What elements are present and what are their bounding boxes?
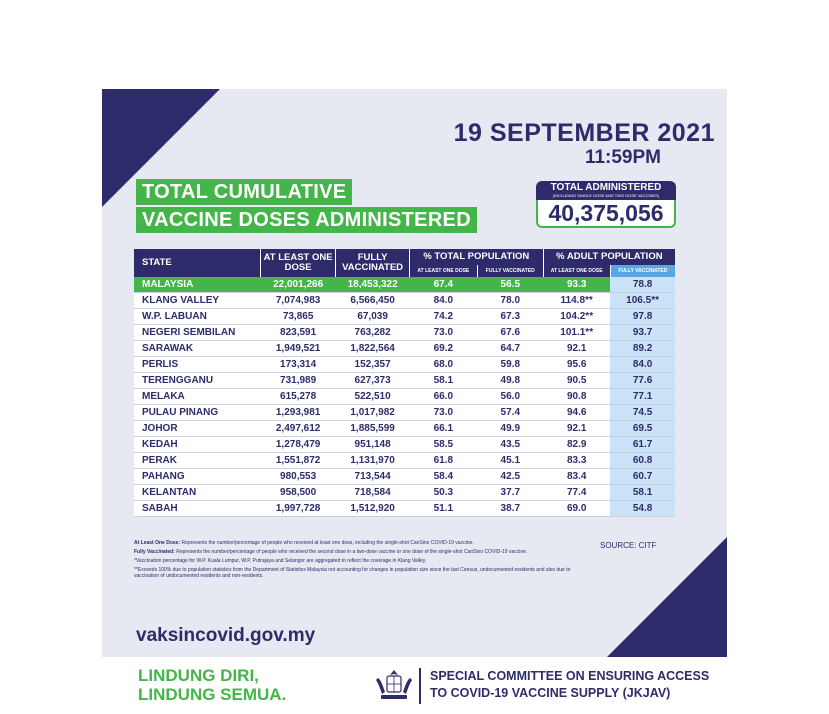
state-name: PAHANG [134,469,260,485]
pct-adult-at-least: 83.3 [543,453,610,469]
pct-adult-fully: 93.7 [610,325,675,341]
date-block [454,119,715,169]
at-least-one-dose: 958,500 [260,485,336,501]
note-at-least-label: At Least One Dose: [134,540,181,546]
fully-vaccinated: 627,373 [336,373,409,389]
pct-adult-fully: 97.8 [610,309,675,325]
pct-adult-at-least: 83.4 [543,469,610,485]
header-pct-adult-population: % ADULT POPULATION [543,249,675,265]
footnotes [134,540,584,582]
pct-adult-at-least: 101.1** [543,325,610,341]
pct-adult-fully: 58.1 [610,485,675,501]
state-name: KLANG VALLEY [134,293,260,309]
fully-vaccinated: 67,039 [336,309,409,325]
subheader-adult-fully: FULLY VACCINATED [610,265,675,277]
total-administered-label: TOTAL ADMINISTERED [550,182,662,193]
state-name: MALAYSIA [134,277,260,293]
source-label: SOURCE: CITF [600,541,657,550]
committee-line-2: TO COVID-19 VACCINE SUPPLY (JKJAV) [430,686,671,700]
pct-total-fully: 57.4 [477,405,543,421]
at-least-one-dose: 173,314 [260,357,336,373]
pct-total-at-least: 68.0 [409,357,477,373]
state-name: KEDAH [134,437,260,453]
vaccination-table [134,249,675,517]
pct-adult-at-least: 93.3 [543,277,610,293]
pct-adult-fully: 60.8 [610,453,675,469]
table-row [134,469,675,485]
at-least-one-dose: 615,278 [260,389,336,405]
total-administered-value: 40,375,056 [536,200,676,228]
at-least-one-dose: 980,553 [260,469,336,485]
state-name: SABAH [134,501,260,517]
pct-adult-at-least: 69.0 [543,501,610,517]
pct-total-fully: 37.7 [477,485,543,501]
report-date: 19 SEPTEMBER 2021 [453,119,715,147]
pct-adult-at-least: 92.1 [543,341,610,357]
table-row [134,357,675,373]
state-name: KELANTAN [134,485,260,501]
pct-total-fully: 49.8 [477,373,543,389]
note-aggregation: *Vaccination percentage for W.P. Kuala Lumpur, W.P. Putrajaya and Selangor are aggregated to reflect the coverage in Klang Valley. [134,558,427,564]
at-least-one-dose: 731,989 [260,373,336,389]
pct-total-fully: 56.0 [477,389,543,405]
note-at-least-text: Represents the number/percentage of people who received at least one dose, including the single-shot CanSino COVID-19 vaccine. [181,540,474,546]
at-least-one-dose: 7,074,983 [260,293,336,309]
state-name: W.P. LABUAN [134,309,260,325]
pct-total-fully: 64.7 [477,341,543,357]
table-row [134,309,675,325]
pct-adult-fully: 69.5 [610,421,675,437]
slogan [138,666,286,704]
note-fully-vaccinated [134,549,584,555]
subheader-adult-at-least: AT LEAST ONE DOSE [543,265,610,277]
table-row [134,389,675,405]
pct-total-fully: 42.5 [477,469,543,485]
subheader-total-fully: FULLY VACCINATED [477,265,543,277]
pct-adult-fully: 77.6 [610,373,675,389]
note-at-least-one-dose [134,540,584,546]
table-row [134,325,675,341]
slogan-line-2: LINDUNG SEMUA. [138,685,287,704]
state-name: TERENGGANU [134,373,260,389]
pct-adult-fully: 77.1 [610,389,675,405]
infographic-card [102,89,727,657]
table-row [134,453,675,469]
total-administered-sublabel: (INCLUDING SINGLE DOSE AND TWO DOSE VACCINES) [552,193,660,198]
pct-total-fully: 59.8 [477,357,543,373]
at-least-one-dose: 1,278,479 [260,437,336,453]
table-row [134,405,675,421]
slogan-line-1: LINDUNG DIRI, [138,666,259,685]
pct-adult-fully: 84.0 [610,357,675,373]
pct-adult-at-least: 90.8 [543,389,610,405]
fully-vaccinated: 1,131,970 [336,453,409,469]
at-least-one-dose: 1,949,521 [260,341,336,357]
total-administered-box [536,181,676,228]
at-least-one-dose: 2,497,612 [260,421,336,437]
report-time: 11:59PM [584,147,661,168]
pct-total-fully: 67.6 [477,325,543,341]
pct-total-at-least: 69.2 [409,341,477,357]
header-at-least-one-dose: AT LEAST ONE DOSE [260,249,336,277]
pct-adult-at-least: 82.9 [543,437,610,453]
at-least-one-dose: 823,591 [260,325,336,341]
state-name: JOHOR [134,421,260,437]
pct-total-at-least: 58.4 [409,469,477,485]
pct-total-at-least: 67.4 [409,277,477,293]
pct-adult-fully: 74.5 [610,405,675,421]
pct-total-at-least: 51.1 [409,501,477,517]
fully-vaccinated: 951,148 [336,437,409,453]
state-name: SARAWAK [134,341,260,357]
title-line-1: TOTAL CUMULATIVE [136,179,352,205]
pct-total-at-least: 66.0 [409,389,477,405]
table-row [134,277,675,293]
pct-adult-at-least: 92.1 [543,421,610,437]
pct-adult-at-least: 77.4 [543,485,610,501]
pct-adult-fully: 54.8 [610,501,675,517]
header-state: STATE [134,249,260,277]
pct-adult-fully: 61.7 [610,437,675,453]
pct-total-at-least: 73.0 [409,405,477,421]
fully-vaccinated: 763,282 [336,325,409,341]
fully-vaccinated: 522,510 [336,389,409,405]
header-pct-total-population: % TOTAL POPULATION [409,249,543,265]
malaysia-crest-icon [372,668,416,702]
state-name: MELAKA [134,389,260,405]
committee-name [430,668,709,702]
state-name: PERAK [134,453,260,469]
table-body [134,277,675,517]
pct-total-at-least: 58.5 [409,437,477,453]
at-least-one-dose: 1,293,981 [260,405,336,421]
table-row [134,437,675,453]
footer-divider [419,668,421,704]
website-url[interactable]: vaksincovid.gov.my [136,625,316,646]
title-line-2: VACCINE DOSES ADMINISTERED [136,207,477,233]
fully-vaccinated: 18,453,322 [336,277,409,293]
pct-total-at-least: 58.1 [409,373,477,389]
fully-vaccinated: 152,357 [336,357,409,373]
pct-adult-fully: 89.2 [610,341,675,357]
table-row [134,421,675,437]
state-name: PULAU PINANG [134,405,260,421]
pct-adult-at-least: 104.2** [543,309,610,325]
fully-vaccinated: 1,512,920 [336,501,409,517]
committee-line-1: SPECIAL COMMITTEE ON ENSURING ACCESS [430,669,710,683]
at-least-one-dose: 22,001,266 [260,277,336,293]
state-name: PERLIS [134,357,260,373]
pct-adult-fully: 78.8 [610,277,675,293]
table-row [134,341,675,357]
pct-total-fully: 49.9 [477,421,543,437]
fully-vaccinated: 6,566,450 [336,293,409,309]
total-administered-header [536,181,676,200]
table-row [134,293,675,309]
subheader-total-at-least: AT LEAST ONE DOSE [409,265,477,277]
fully-vaccinated: 1,017,982 [336,405,409,421]
pct-total-at-least: 66.1 [409,421,477,437]
state-name: NEGERI SEMBILAN [134,325,260,341]
at-least-one-dose: 1,551,872 [260,453,336,469]
corner-triangle-bottom-right [607,537,727,657]
pct-adult-at-least: 114.8** [543,293,610,309]
table-row [134,501,675,517]
header-fully-vaccinated: FULLY VACCINATED [336,249,409,277]
pct-total-at-least: 74.2 [409,309,477,325]
fully-vaccinated: 1,885,599 [336,421,409,437]
pct-total-at-least: 50.3 [409,485,477,501]
pct-total-at-least: 61.8 [409,453,477,469]
pct-total-fully: 78.0 [477,293,543,309]
table-row [134,485,675,501]
pct-adult-fully: 60.7 [610,469,675,485]
note-fully-text: Represents the number/percentage of people who received the second dose in a two-dose vaccine or one dose of the single-shot CanSino COVID-19 vaccine. [176,549,528,555]
fully-vaccinated: 713,544 [336,469,409,485]
at-least-one-dose: 1,997,728 [260,501,336,517]
fully-vaccinated: 1,822,564 [336,341,409,357]
pct-total-at-least: 73.0 [409,325,477,341]
pct-adult-at-least: 90.5 [543,373,610,389]
table-row [134,373,675,389]
pct-total-fully: 56.5 [477,277,543,293]
pct-total-fully: 38.7 [477,501,543,517]
pct-total-at-least: 84.0 [409,293,477,309]
pct-total-fully: 43.5 [477,437,543,453]
at-least-one-dose: 73,865 [260,309,336,325]
note-exceeds-100: **Exceeds 100% due to population statistics from the Department of Statistics Malaysia not accounting for changes in population size since the last Census, undocumented residents and also due to vaccination of undocumented residents and non-residents. [134,567,571,579]
note-fully-label: Fully Vaccinated: [134,549,175,555]
pct-adult-at-least: 95.6 [543,357,610,373]
fully-vaccinated: 718,584 [336,485,409,501]
pct-total-fully: 45.1 [477,453,543,469]
pct-total-fully: 67.3 [477,309,543,325]
pct-adult-fully: 106.5** [610,293,675,309]
pct-adult-at-least: 94.6 [543,405,610,421]
